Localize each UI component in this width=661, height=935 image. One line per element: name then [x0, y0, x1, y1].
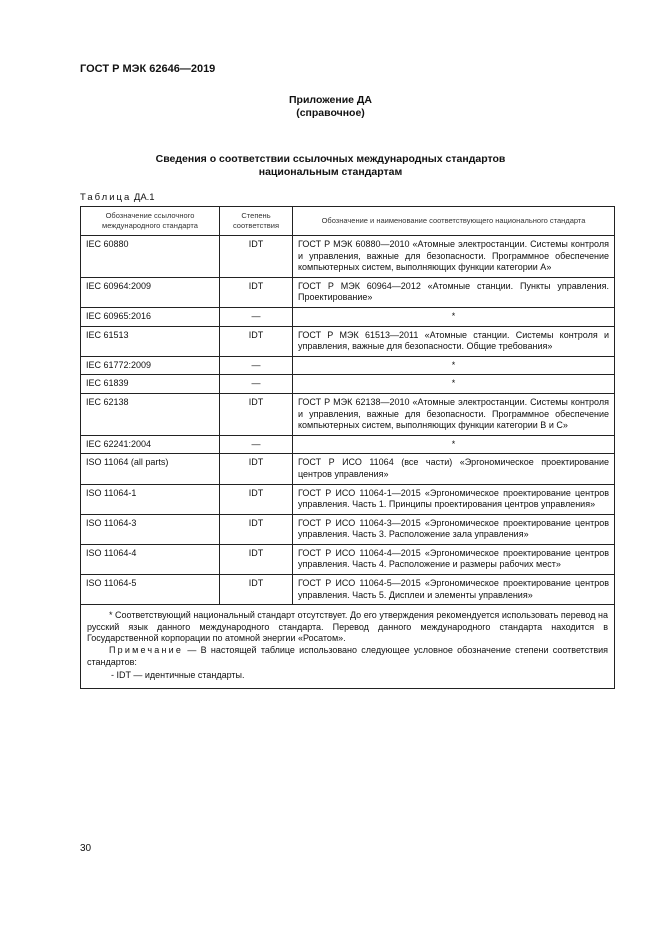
international-standard-cell: ISO 11064 (all parts) — [81, 454, 220, 484]
table-row — [81, 375, 615, 394]
national-standard-cell: ГОСТ Р ИСО 11064-4—2015 «Эргономическое проектирование центров управления. Часть 4. Расположение и размеры рабочих мест» — [293, 544, 615, 574]
header-degree: Степень соответствия — [220, 207, 293, 236]
international-standard-cell: IEC 60964:2009 — [81, 277, 220, 307]
international-standard-cell: ISO 11064-3 — [81, 514, 220, 544]
section-title-line2: национальным стандартам — [258, 166, 403, 178]
degree-cell: — — [220, 435, 293, 454]
header-national-standard: Обозначение и наименование соответствующего национального стандарта — [293, 207, 615, 236]
degree-cell: IDT — [220, 575, 293, 605]
degree-cell: — — [220, 375, 293, 394]
national-standard-cell: ГОСТ Р МЭК 61513—2011 «Атомные станции. Системы контроля и управления, важные для безопасности. Общие требования» — [293, 326, 615, 356]
national-standard-cell: ГОСТ Р ИСО 11064 (все части) «Эргономическое проектирование центров управления» — [293, 454, 615, 484]
annex-title: Приложение ДА — [289, 94, 372, 106]
table-row — [81, 514, 615, 544]
table-header-row — [81, 207, 615, 236]
table-row — [81, 307, 615, 326]
table-row — [81, 435, 615, 454]
national-standard-cell: * — [293, 307, 615, 326]
degree-cell: — — [220, 307, 293, 326]
international-standard-cell: IEC 60965:2016 — [81, 307, 220, 326]
table-row — [81, 575, 615, 605]
page-number: 30 — [80, 843, 92, 854]
national-standard-cell: ГОСТ Р ИСО 11064-1—2015 «Эргономическое проектирование центров управления. Часть 1. Принципы проектирования центров управления» — [293, 484, 615, 514]
international-standard-cell: IEC 61513 — [81, 326, 220, 356]
table-caption-number: ДА.1 — [133, 192, 155, 203]
national-standard-cell: ГОСТ Р МЭК 60964—2012 «Атомные станции. Пункты управления. Проектирование» — [293, 277, 615, 307]
table-row — [81, 356, 615, 375]
degree-cell: IDT — [220, 454, 293, 484]
table-row — [81, 393, 615, 435]
table-footer-row — [81, 605, 615, 689]
note-label: Примечание — [109, 645, 184, 656]
section-title — [0, 153, 661, 179]
table-row — [81, 454, 615, 484]
national-standard-cell: * — [293, 435, 615, 454]
table-row — [81, 326, 615, 356]
correspondence-table — [80, 206, 615, 689]
international-standard-cell: IEC 60880 — [81, 236, 220, 278]
table-row — [81, 544, 615, 574]
note-item: - IDT — идентичные стандарты. — [111, 670, 245, 681]
international-standard-cell: IEC 61772:2009 — [81, 356, 220, 375]
table-caption-label: Таблица — [80, 192, 132, 203]
international-standard-cell: IEC 62138 — [81, 393, 220, 435]
degree-cell: IDT — [220, 236, 293, 278]
degree-cell: IDT — [220, 544, 293, 574]
international-standard-cell: IEC 61839 — [81, 375, 220, 394]
international-standard-cell: ISO 11064-4 — [81, 544, 220, 574]
table-row — [81, 236, 615, 278]
annex-heading — [0, 94, 661, 120]
degree-cell: IDT — [220, 277, 293, 307]
table-row — [81, 277, 615, 307]
international-standard-cell: ISO 11064-5 — [81, 575, 220, 605]
note-text: — В настоящей таблице использовано следующее условное обозначение степени соответствия стандартов: — [87, 645, 608, 667]
table-caption — [80, 192, 155, 203]
degree-cell: IDT — [220, 514, 293, 544]
international-standard-cell: IEC 62241:2004 — [81, 435, 220, 454]
footnote: * Соответствующий национальный стандарт отсутствует. До его утверждения рекомендуется использовать перевод на русский язык данного международного стандарта. Перевод данного международного стандарта находится в Государственной корпорации по атомной энергии «Росатом». — [87, 610, 608, 644]
degree-cell: — — [220, 356, 293, 375]
national-standard-cell: * — [293, 375, 615, 394]
national-standard-cell: ГОСТ Р ИСО 11064-3—2015 «Эргономическое проектирование центров управления. Часть 3. Расположение зала управления» — [293, 514, 615, 544]
section-title-line1: Сведения о соответствии ссылочных международных стандартов — [155, 153, 506, 165]
document-header: ГОСТ Р МЭК 62646—2019 — [80, 63, 216, 75]
header-international-standard: Обозначение ссылочного международного стандарта — [81, 207, 220, 236]
degree-cell: IDT — [220, 326, 293, 356]
national-standard-cell: ГОСТ Р ИСО 11064-5—2015 «Эргономическое проектирование центров управления. Часть 5. Дисплеи и элементы управления» — [293, 575, 615, 605]
table-row — [81, 484, 615, 514]
international-standard-cell: ISO 11064-1 — [81, 484, 220, 514]
note — [87, 645, 608, 668]
degree-cell: IDT — [220, 484, 293, 514]
national-standard-cell: ГОСТ Р МЭК 60880—2010 «Атомные электростанции. Системы контроля и управления, важные для безопасности. Программное обеспечение компьютерных систем, выполняющих функции категории А» — [293, 236, 615, 278]
national-standard-cell: * — [293, 356, 615, 375]
table-notes — [81, 605, 615, 689]
degree-cell: IDT — [220, 393, 293, 435]
national-standard-cell: ГОСТ Р МЭК 62138—2010 «Атомные электростанции. Системы контроля и управления, важные для безопасности. Программное обеспечение компьютерных систем, выполняющих функции категории В и С» — [293, 393, 615, 435]
annex-subtitle: (справочное) — [296, 107, 365, 119]
